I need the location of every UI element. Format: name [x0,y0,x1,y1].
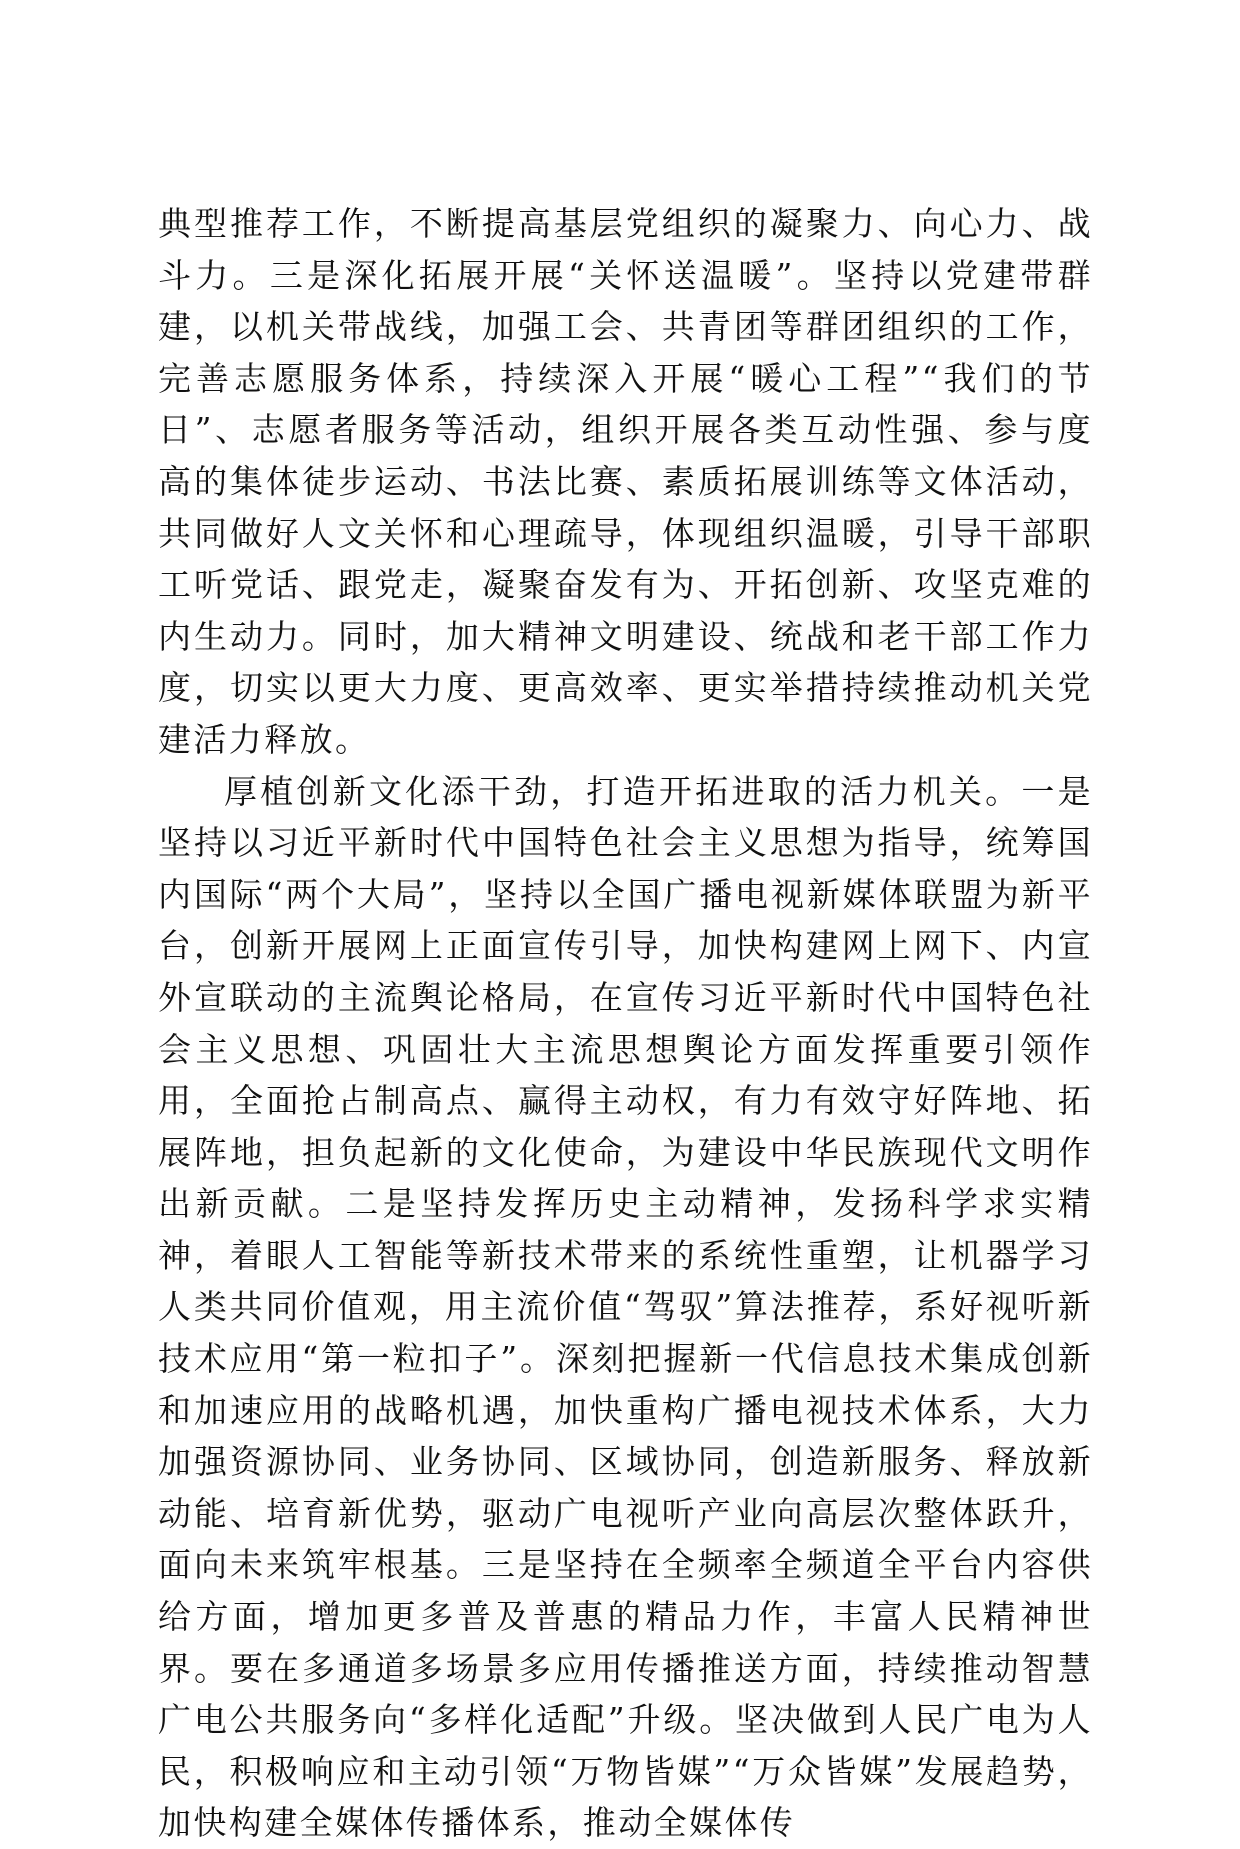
paragraph-innovation-culture: 厚植创新文化添干劲，打造开拓进取的活力机关。一是坚持以习近平新时代中国特色社会主义思想为指导，统筹国内国际“两个大局”，坚持以全国广播电视新媒体联盟为新平台，创新开展网上正面宣传引导，加快构建网上网下、内宣外宣联动的主流舆论格局，在宣传习近平新时代中国特色社会主义思想、巩固壮大主流思想舆论方面发挥重要引领作用，全面抢占制高点、赢得主动权，有力有效守好阵地、拓展阵地，担负起新的文化使命，为建设中华民族现代文明作出新贡献。二是坚持发挥历史主动精神，发扬科学求实精神，着眼人工智能等新技术带来的系统性重塑，让机器学习人类共同价值观，用主流价值“驾驭”算法推荐，系好视听新技术应用“第一粒扣子”。深刻把握新一代信息技术集成创新和加速应用的战略机遇，加快重构广播电视技术体系，大力加强资源协同、业务协同、区域协同，创造新服务、释放新动能、培育新优势，驱动广电视听产业向高层次整体跃升，面向未来筑牢根基。三是坚持在全频率全频道全平台内容供给方面，增加更多普及普惠的精品力作，丰富人民精神世界。要在多通道多场景多应用传播推送方面，持续推动智慧广电公共服务向“多样化适配”升级。坚决做到人民广电为人民，积极响应和主动引领“万物皆媒”“万众皆媒”发展趋势，加快构建全媒体传播体系，推动全媒体传 [158,771,1093,1843]
body-text [158,198,1093,1849]
paragraph-continuation: 典型推荐工作，不断提高基层党组织的凝聚力、向心力、战斗力。三是深化拓展开展“关怀送温暖”。坚持以党建带群建，以机关带战线，加强工会、共青团等群团组织的工作，完善志愿服务体系，持续深入开展“暖心工程”“我们的节日”、志愿者服务等活动，组织开展各类互动性强、参与度高的集体徒步运动、书法比赛、素质拓展训练等文体活动，共同做好人文关怀和心理疏导，体现组织温暖，引导干部职工听党话、跟党走，凝聚奋发有为、开拓创新、攻坚克难的内生动力。同时，加大精神文明建设、统战和老干部工作力度，切实以更大力度、更高效率、更实举措持续推动机关党建活力释放。 [158,204,1093,759]
